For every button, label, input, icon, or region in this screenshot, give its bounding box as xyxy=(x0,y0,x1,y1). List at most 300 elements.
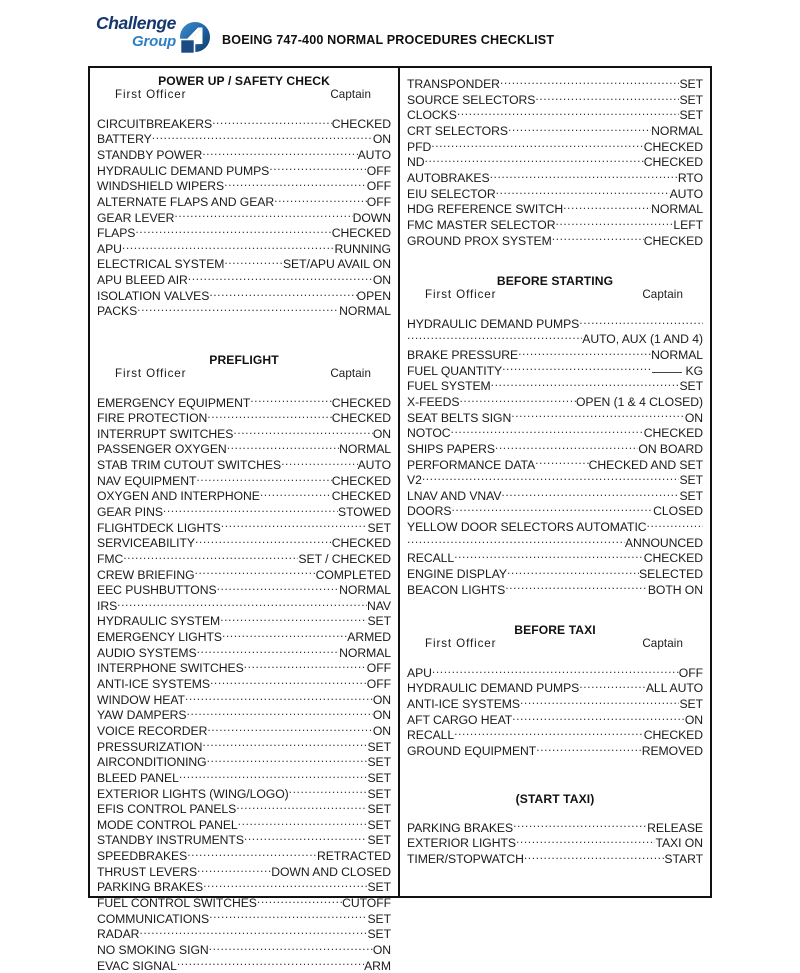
checklist-item-value: SET xyxy=(679,379,703,394)
checklist-item-label: INTERRUPT SWITCHES xyxy=(97,426,234,441)
checklist-item-value: ON xyxy=(372,708,391,723)
checklist-item xyxy=(407,76,703,92)
checklist-item-label: FIRE PROTECTION xyxy=(97,411,208,426)
checklist-item-value: BOTH ON xyxy=(647,582,703,597)
checklist-item-value: CHECKED xyxy=(643,551,703,566)
dot-leader xyxy=(202,738,367,750)
checklist-item-value: DOWN AND CLOSED xyxy=(271,864,391,879)
role-first-officer: First Officer xyxy=(425,288,497,302)
dot-leader xyxy=(233,426,372,438)
dot-leader xyxy=(188,272,373,284)
checklist-item xyxy=(97,613,391,629)
dot-leader xyxy=(501,488,679,500)
dot-leader xyxy=(431,139,644,151)
dot-leader xyxy=(244,832,368,844)
checklist-item xyxy=(97,272,391,288)
checklist-item-value: SET xyxy=(367,911,391,926)
checklist-item-value: SET/APU AVAIL ON xyxy=(282,257,391,272)
checklist-item xyxy=(97,910,391,926)
checklist-item-value: CHECKED xyxy=(643,139,703,154)
checklist-item-value: ON xyxy=(372,426,391,441)
checklist-item xyxy=(407,217,703,233)
checklist-item-value: REMOVED xyxy=(641,743,703,758)
dot-leader xyxy=(195,566,316,578)
checklist-item xyxy=(407,835,703,851)
checklist-item-label: HDG REFERENCE SWITCH xyxy=(407,202,564,217)
checklist-item xyxy=(97,832,391,848)
checklist-item-value: CUTOFF xyxy=(342,896,391,911)
dot-leader xyxy=(212,116,332,128)
checklist-item xyxy=(97,582,391,598)
checklist-item xyxy=(97,162,391,178)
checklist-item-value: LEFT xyxy=(673,217,703,232)
dot-leader xyxy=(513,819,647,831)
dot-leader xyxy=(209,288,356,300)
checklist-item-label: FUEL SYSTEM xyxy=(407,379,491,394)
checklist-item xyxy=(97,645,391,661)
checklist-item xyxy=(97,785,391,801)
checklist-item xyxy=(97,394,391,410)
checklist-item-label: GEAR LEVER xyxy=(97,210,175,225)
dot-leader xyxy=(207,723,372,735)
dot-leader xyxy=(210,676,367,688)
checklist-item xyxy=(97,178,391,194)
checklist-item-label: YELLOW DOOR SELECTORS AUTOMATIC xyxy=(407,520,647,535)
checklist-item-value: ANNOUNCED xyxy=(624,535,703,550)
checklist-item xyxy=(407,472,703,488)
checklist-item-label: AUDIO SYSTEMS xyxy=(97,645,197,660)
dot-leader xyxy=(432,665,679,677)
dot-leader xyxy=(507,566,639,578)
checklist-item xyxy=(97,754,391,770)
checklist-item-value: ALL AUTO xyxy=(645,681,703,696)
checklist-item-label: PASSENGER OXYGEN xyxy=(97,442,227,457)
dot-leader xyxy=(451,503,653,515)
role-captain: Captain xyxy=(642,637,683,651)
checklist-item-label: SOURCE SELECTORS xyxy=(407,92,536,107)
checklist-item xyxy=(407,819,703,835)
checklist-item-value: OFF xyxy=(366,677,391,692)
checklist-item-label: FMC MASTER SELECTOR xyxy=(407,217,556,232)
checklist-item-label: ANTI-ICE SYSTEMS xyxy=(407,697,520,712)
checklist-item-value: ARMED xyxy=(347,630,391,645)
checklist-item-value: CHECKED xyxy=(643,728,703,743)
checklist-item xyxy=(97,692,391,708)
checklist-item xyxy=(407,441,703,457)
checklist-item xyxy=(407,185,703,201)
brand-name-line1: Challenge xyxy=(95,13,176,33)
dot-leader xyxy=(647,519,703,531)
checklist-item xyxy=(407,503,703,519)
checklist-item-value: NORMAL xyxy=(651,202,703,217)
checklist-item xyxy=(97,194,391,210)
checklist-item-label: EMERGENCY EQUIPMENT xyxy=(97,395,251,410)
section-top-right-continued xyxy=(407,76,703,248)
items-start-taxi xyxy=(407,819,703,866)
role-captain: Captain xyxy=(330,88,371,101)
checklist-item-label: PERFORMANCE DATA xyxy=(407,457,536,472)
fill-in-blank[interactable] xyxy=(652,372,682,373)
dot-leader xyxy=(512,712,685,724)
checklist-item-value: ON xyxy=(684,410,703,425)
checklist-item-value: SET xyxy=(367,520,391,535)
checklist-item-label: PACKS xyxy=(97,304,138,319)
dot-leader xyxy=(224,178,367,190)
checklist-item-value: ON xyxy=(372,723,391,738)
brand-name-line2: Group xyxy=(132,32,176,50)
checklist-column-right xyxy=(400,68,710,896)
checklist-item-value: CHECKED xyxy=(331,116,391,131)
challenge-group-arrow-emblem-icon xyxy=(174,18,214,58)
checklist-item-value: CHECKED xyxy=(331,411,391,426)
checklist-item-label: EVAC SIGNAL xyxy=(97,958,177,973)
dot-leader xyxy=(222,629,347,641)
checklist-item xyxy=(97,770,391,786)
role-first-officer: First Officer xyxy=(425,637,497,651)
dot-leader xyxy=(491,378,680,390)
section-title-start-taxi: (START TAXI) xyxy=(515,792,595,807)
checklist-item-value: SET xyxy=(367,927,391,942)
brand-logo-text xyxy=(90,15,176,49)
checklist-item xyxy=(97,895,391,911)
checklist-item-label: STANDBY POWER xyxy=(97,147,203,162)
checklist-item-value: OPEN xyxy=(356,288,391,303)
checklist-item-label: STAB TRIM CUTOUT SWITCHES xyxy=(97,458,282,473)
dot-leader xyxy=(520,696,679,708)
page-title: BOEING 747-400 NORMAL PROCEDURES CHECKLIST xyxy=(222,33,555,47)
checklist-item-label: ND xyxy=(407,155,425,170)
items-before-taxi xyxy=(407,665,703,759)
checklist-item-label: TIMER/STOPWATCH xyxy=(407,851,524,866)
checklist-item-value: NORMAL xyxy=(651,348,703,363)
checklist-item-value: NORMAL xyxy=(339,583,391,598)
dot-leader xyxy=(203,879,367,891)
checklist-item xyxy=(97,942,391,958)
checklist-item-label: CLOCKS xyxy=(407,108,457,123)
checklist-item-value: CHECKED xyxy=(643,155,703,170)
checklist-item-label: ISOLATION VALVES xyxy=(97,288,210,303)
checklist-item-value: CHECKED xyxy=(643,233,703,248)
checklist-item xyxy=(407,362,703,378)
items-before-starting xyxy=(407,316,703,598)
checklist-item-label: AUTOBRAKES xyxy=(407,171,490,186)
checklist-item-label: BRAKE PRESSURE xyxy=(407,348,519,363)
checklist-item-value: OFF xyxy=(678,665,703,680)
checklist-item-value: ON xyxy=(684,712,703,727)
dot-leader xyxy=(274,194,367,206)
checklist-item-value: START xyxy=(664,851,703,866)
checklist-item-label: SHIPS PAPERS xyxy=(407,441,495,456)
dot-leader xyxy=(177,957,364,969)
dot-leader xyxy=(425,154,644,166)
checklist-item-value: SET xyxy=(367,817,391,832)
checklist-item xyxy=(97,225,391,241)
checklist-item xyxy=(97,519,391,535)
dot-leader xyxy=(516,835,656,847)
checklist-item xyxy=(407,201,703,217)
dot-leader xyxy=(202,147,357,159)
checklist-item-label: FLIGHTDECK LIGHTS xyxy=(97,520,221,535)
checklist-item xyxy=(97,566,391,582)
checklist-item xyxy=(407,581,703,597)
checklist-item xyxy=(407,316,703,332)
dot-leader xyxy=(135,225,331,237)
checklist-item-label: AFT CARGO HEAT xyxy=(407,712,513,727)
checklist-item xyxy=(407,92,703,108)
dot-leader xyxy=(535,92,679,104)
dot-leader xyxy=(221,519,368,531)
checklist-item-label: EEC PUSHBUTTONS xyxy=(97,583,217,598)
checklist-item xyxy=(97,723,391,739)
checklist-item xyxy=(97,707,391,723)
checklist-item-label: PARKING BRAKES xyxy=(97,880,204,895)
dot-leader xyxy=(260,488,332,500)
dot-leader xyxy=(518,347,651,359)
checklist-item-value: SET xyxy=(367,770,391,785)
checklist-item-label: EXTERIOR LIGHTS xyxy=(407,836,516,851)
dot-leader xyxy=(490,170,678,182)
checklist-item xyxy=(97,488,391,504)
dot-leader xyxy=(139,926,367,938)
checklist-item-label: HYDRAULIC SYSTEM xyxy=(97,614,221,629)
checklist-item-label: APU xyxy=(97,241,122,256)
checklist-item xyxy=(97,957,391,973)
checklist-item-label: GROUND PROX SYSTEM xyxy=(407,233,552,248)
checklist-item-label: FUEL CONTROL SWITCHES xyxy=(97,896,257,911)
document-header xyxy=(0,0,800,62)
dot-leader xyxy=(552,232,644,244)
checklist-item-value: ON BOARD xyxy=(638,441,703,456)
checklist-item xyxy=(97,116,391,132)
checklist-item-label: TRANSPONDER xyxy=(407,77,500,92)
checklist-item-label: BATTERY xyxy=(97,132,152,147)
checklist-item-label: GEAR PINS xyxy=(97,505,163,519)
checklist-item xyxy=(407,409,703,425)
checklist-item-value: CHECKED xyxy=(331,395,391,410)
dot-leader xyxy=(117,598,367,610)
checklist-item-label: CREW BRIEFING xyxy=(97,567,195,582)
checklist-item xyxy=(97,817,391,833)
checklist-item-value: AUTO, AUX (1 AND 4) xyxy=(582,332,703,347)
dot-leader xyxy=(179,770,368,782)
checklist-item-label: EXTERIOR LIGHTS (WING/LOGO) xyxy=(97,786,289,801)
checklist-item xyxy=(407,331,703,347)
checklist-item xyxy=(407,170,703,186)
dot-leader xyxy=(505,581,648,593)
section-preflight xyxy=(97,353,391,973)
checklist-item-label: SPEEDBRAKES xyxy=(97,849,188,864)
checklist-item xyxy=(407,696,703,712)
checklist-item xyxy=(97,864,391,880)
checklist-item xyxy=(407,851,703,867)
dot-leader xyxy=(524,851,665,863)
role-captain: Captain xyxy=(330,366,371,380)
dot-leader xyxy=(197,864,271,876)
checklist-item xyxy=(97,426,391,442)
checklist-item-label: EMERGENCY LIGHTS xyxy=(97,630,222,645)
checklist-item xyxy=(97,241,391,257)
dot-leader xyxy=(185,692,373,704)
dot-leader xyxy=(422,472,680,484)
checklist-item xyxy=(407,378,703,394)
checklist-item-label: PRESSURIZATION xyxy=(97,739,203,754)
checklist-item-label: ENGINE DISPLAY xyxy=(407,566,507,581)
checklist-item xyxy=(97,147,391,163)
checklist-item-value: OFF xyxy=(366,163,391,178)
role-row-before-taxi xyxy=(407,637,703,652)
dot-leader xyxy=(454,727,644,739)
checklist-item-value: SET / CHECKED xyxy=(298,551,391,566)
dot-leader xyxy=(502,362,652,374)
checklist-item xyxy=(407,107,703,123)
dot-leader xyxy=(457,107,680,119)
checklist-item xyxy=(407,519,703,535)
checklist-item-value: SET xyxy=(367,880,391,895)
checklist-item-value: SET xyxy=(367,755,391,770)
checklist-item-label: OXYGEN AND INTERPHONE xyxy=(97,489,260,504)
role-first-officer: First Officer xyxy=(115,366,187,380)
dot-leader xyxy=(407,535,625,547)
checklist-item-value: SET xyxy=(679,488,703,503)
checklist-item-label: DOORS xyxy=(407,504,452,519)
checklist-item-label: SEAT BELTS SIGN xyxy=(407,410,512,425)
checklist-item-value: OFF xyxy=(366,179,391,194)
dot-leader xyxy=(123,551,298,563)
role-row-power-up xyxy=(97,88,391,103)
checklist-item xyxy=(97,660,391,676)
checklist-item-label: BEACON LIGHTS xyxy=(407,582,506,597)
dot-leader xyxy=(500,76,680,88)
dot-leader xyxy=(238,817,368,829)
checklist-item-value: OPEN (1 & 4 CLOSED) xyxy=(575,394,703,409)
checklist-item xyxy=(97,926,391,942)
checklist-item xyxy=(97,473,391,489)
dot-leader xyxy=(187,848,317,860)
dot-leader xyxy=(459,394,575,406)
checklist-item-label: FUEL QUANTITY xyxy=(407,363,503,378)
dot-leader xyxy=(511,409,685,421)
dot-leader xyxy=(224,256,283,268)
dot-leader xyxy=(209,942,373,954)
dot-leader xyxy=(407,331,582,343)
dot-leader xyxy=(209,910,367,922)
dot-leader xyxy=(187,707,373,719)
spacer xyxy=(407,248,703,274)
checklist-item-label: HYDRAULIC DEMAND PUMPS xyxy=(407,316,580,331)
checklist-item-label: EFIS CONTROL PANELS xyxy=(97,802,237,817)
checklist-item-label: HYDRAULIC DEMAND PUMPS xyxy=(407,681,580,696)
checklist-item xyxy=(97,801,391,817)
checklist-item-label: ALTERNATE FLAPS AND GEAR xyxy=(97,194,275,209)
dot-leader xyxy=(163,504,338,516)
dot-leader xyxy=(535,456,589,468)
checklist-item-label: APU xyxy=(407,665,432,680)
checklist-item-value: CHECKED xyxy=(643,426,703,441)
spacer xyxy=(407,597,703,623)
checklist-column-left xyxy=(90,68,400,973)
checklist-item-label: NO SMOKING SIGN xyxy=(97,942,209,957)
checklist-item xyxy=(97,676,391,692)
dot-leader xyxy=(454,550,644,562)
checklist-item-label: HYDRAULIC DEMAND PUMPS xyxy=(97,163,270,178)
checklist-item-value: SET xyxy=(679,108,703,123)
checklist-sheet xyxy=(88,66,712,973)
checklist-item xyxy=(97,441,391,457)
checklist-item-value: ON xyxy=(372,942,391,957)
dot-leader xyxy=(174,209,352,221)
checklist-item xyxy=(97,848,391,864)
checklist-item-label: BLEED PANEL xyxy=(97,770,179,785)
dot-leader xyxy=(195,535,332,547)
checklist-item-label: YAW DAMPERS xyxy=(97,708,187,723)
checklist-item-label: GROUND EQUIPMENT xyxy=(407,743,537,758)
checklist-item-value: CHECKED xyxy=(331,226,391,241)
checklist-item-value: NORMAL xyxy=(651,124,703,139)
checklist-item xyxy=(97,535,391,551)
checklist-item-label: THRUST LEVERS xyxy=(97,864,198,879)
checklist-item-value: CHECKED xyxy=(331,536,391,551)
dot-leader xyxy=(196,473,331,485)
checklist-item xyxy=(407,425,703,441)
checklist-item-value: KG xyxy=(652,364,703,378)
checklist-item-value: AUTO xyxy=(357,147,391,162)
checklist-item-value: RELEASE xyxy=(647,820,703,835)
dot-leader xyxy=(579,316,703,328)
checklist-item xyxy=(97,457,391,473)
checklist-item xyxy=(97,209,391,225)
checklist-item-value: SET xyxy=(367,802,391,817)
section-title-preflight: PREFLIGHT xyxy=(209,352,279,367)
checklist-item xyxy=(407,394,703,410)
checklist-item xyxy=(97,879,391,895)
checklist-item-label: COMMUNICATIONS xyxy=(97,911,210,926)
checklist-item-value: CHECKED xyxy=(331,489,391,504)
checklist-item-label: INTERPHONE SWITCHES xyxy=(97,661,244,676)
dot-leader xyxy=(137,303,339,315)
checklist-item-label: RADAR xyxy=(97,927,140,942)
dot-leader xyxy=(281,457,358,469)
checklist-item xyxy=(407,456,703,472)
checklist-item-value: RETRACTED xyxy=(316,849,391,864)
dot-leader xyxy=(269,162,367,174)
dot-leader xyxy=(217,582,340,594)
checklist-item-value: SET xyxy=(367,833,391,848)
checklist-item-label: ELECTRICAL SYSTEM xyxy=(97,257,225,272)
checklist-item-value: CHECKED AND SET xyxy=(588,457,703,472)
items-preflight xyxy=(97,394,391,973)
checklist-item-label: AIRCONDITIONING xyxy=(97,755,207,770)
role-row-preflight xyxy=(97,367,391,382)
items-top-right xyxy=(407,76,703,248)
dot-leader xyxy=(122,241,335,253)
checklist-item-value: CLOSED xyxy=(653,504,703,519)
dot-leader xyxy=(289,785,368,797)
checklist-item-value: DOWN xyxy=(352,210,391,225)
dot-leader xyxy=(257,895,342,907)
dot-leader xyxy=(250,394,332,406)
section-before-starting xyxy=(407,274,703,597)
checklist-item xyxy=(407,712,703,728)
checklist-item xyxy=(407,347,703,363)
checklist-item-label: CRT SELECTORS xyxy=(407,124,508,139)
dot-leader xyxy=(579,680,646,692)
dot-leader xyxy=(220,613,367,625)
checklist-item-label: RECALL xyxy=(407,728,455,743)
checklist-item-value: SET xyxy=(679,77,703,92)
brand-logo xyxy=(90,15,210,59)
checklist-item-label: MODE CONTROL PANEL xyxy=(97,817,238,832)
checklist-item-label: WINDOW HEAT xyxy=(97,692,185,707)
